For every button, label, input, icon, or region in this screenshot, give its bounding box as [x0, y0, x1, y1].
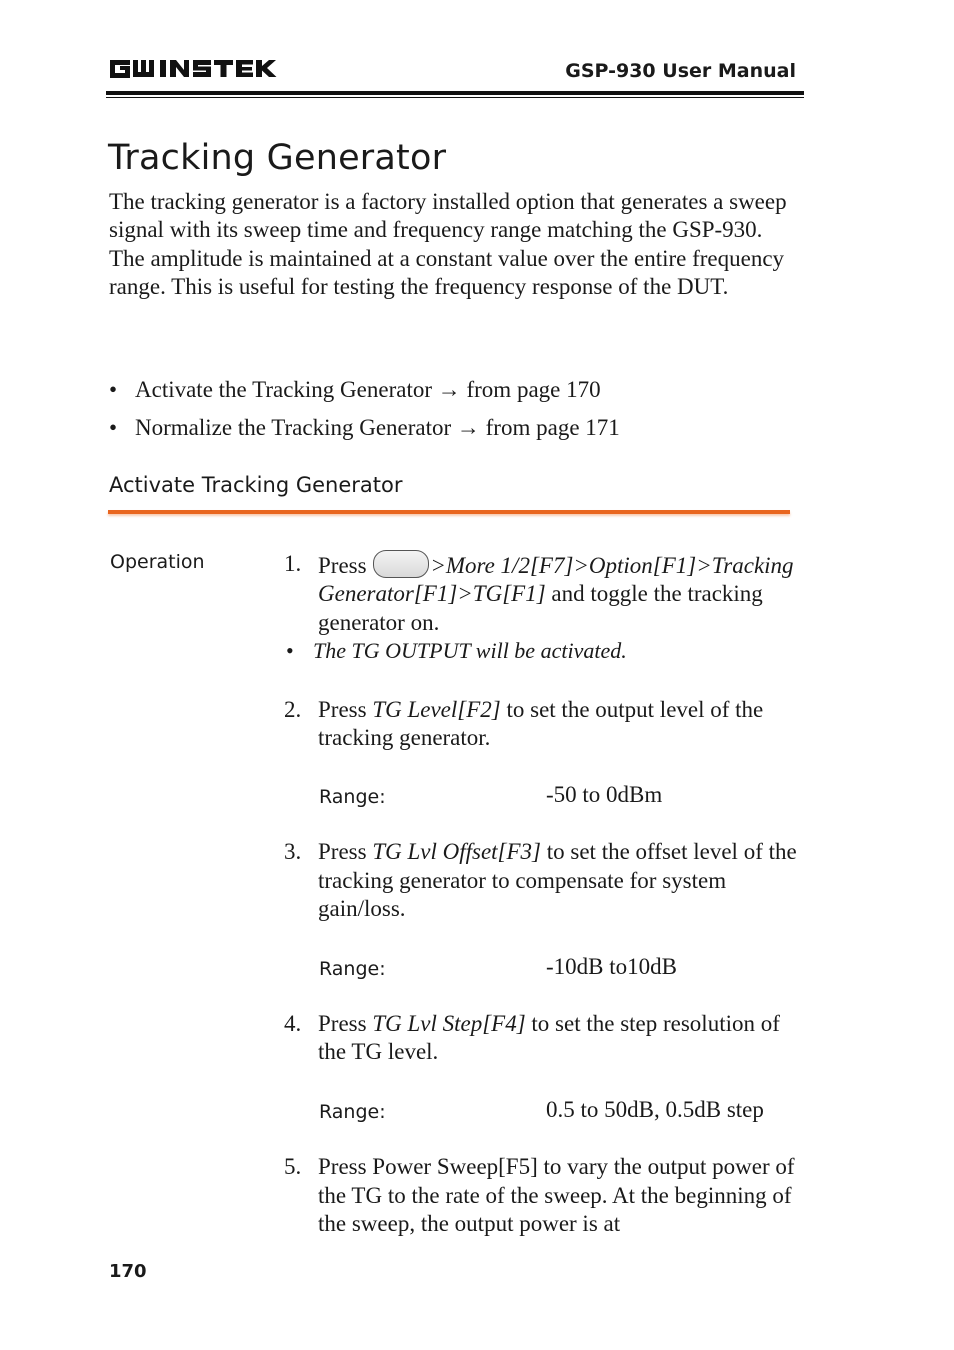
bullet: •	[286, 638, 294, 664]
step-text: Press	[318, 553, 373, 578]
toc-link-activate[interactable]	[109, 375, 809, 413]
bullet: •	[109, 377, 118, 402]
section-rule	[108, 510, 790, 514]
page-number: 170	[109, 1261, 147, 1282]
step-text: and toggle the tracking generator on.	[318, 581, 763, 635]
steps-list	[284, 550, 804, 1239]
step-number: 1.	[284, 551, 302, 576]
softkey-name: TG Lvl Offset[F3]	[372, 839, 541, 865]
step-number: 5.	[284, 1154, 302, 1180]
softkey-name: TG Level[F2]	[372, 696, 501, 722]
step-text: Press	[318, 839, 373, 865]
intro-paragraph: The tracking generator is a factory installed option that generates a sweep signal with its sweep time and frequency range matching the GSP-930. The amplitude is maintained at a constant value over the entire frequency range. This is useful for testing the frequency response of the DUT.	[109, 189, 787, 300]
step-1-note	[284, 637, 804, 665]
softkey-name: TG Lvl Step[F4]	[372, 1010, 526, 1036]
header-rule	[106, 91, 804, 95]
step-3	[284, 838, 804, 923]
step-text: Press	[318, 696, 373, 722]
step-text: Press Power Sweep[F5] to vary the output power of the TG to the rate of the sweep. At the beginning of the sweep, the output power is at	[318, 1154, 795, 1237]
range-label: Range:	[319, 1101, 386, 1124]
step-text: to set the step resolution of the TG level.	[318, 1010, 780, 1065]
operation-label: Operation	[110, 551, 205, 573]
step-number: 2.	[284, 696, 302, 722]
step-1	[284, 550, 804, 637]
section-heading: Activate Tracking Generator	[109, 473, 403, 497]
range-value: -50 to 0dBm	[546, 782, 663, 808]
range-row	[284, 953, 804, 983]
step-number: 3.	[284, 839, 302, 865]
bullet: •	[109, 415, 118, 440]
step-4	[284, 1010, 804, 1067]
step-2	[284, 696, 804, 753]
step-text: to set the output level of the tracking generator.	[318, 696, 764, 751]
step-number: 4.	[284, 1010, 302, 1036]
header-rule-thin	[106, 97, 804, 98]
manual-title: GSP-930 User Manual	[565, 60, 796, 82]
toc-link-label: Activate the Tracking Generator → from page 170	[135, 377, 601, 402]
range-row	[284, 781, 804, 811]
note-text: The TG OUTPUT will be activated.	[313, 638, 627, 664]
section-contents	[109, 375, 809, 451]
range-value: 0.5 to 50dB, 0.5dB step	[546, 1097, 764, 1123]
step-5	[284, 1153, 804, 1238]
gw-instek-logo	[108, 56, 278, 82]
toc-link-label: Normalize the Tracking Generator → from page 171	[135, 415, 620, 440]
range-row	[284, 1096, 804, 1126]
step-text: to set the offset level of the tracking generator to compensate for system gain/loss.	[318, 839, 797, 922]
toc-link-normalize[interactable]	[109, 413, 809, 451]
option-key-icon	[373, 550, 429, 578]
range-value: -10dB to10dB	[546, 953, 677, 979]
range-label: Range:	[319, 957, 386, 980]
range-label: Range:	[319, 786, 386, 809]
menu-path: >More 1/2[F7]>Option[F1]>Tracking Generator[F1]>TG[F1]	[318, 553, 794, 607]
step-text: Press	[318, 1010, 373, 1036]
page-title: Tracking Generator	[108, 138, 447, 178]
